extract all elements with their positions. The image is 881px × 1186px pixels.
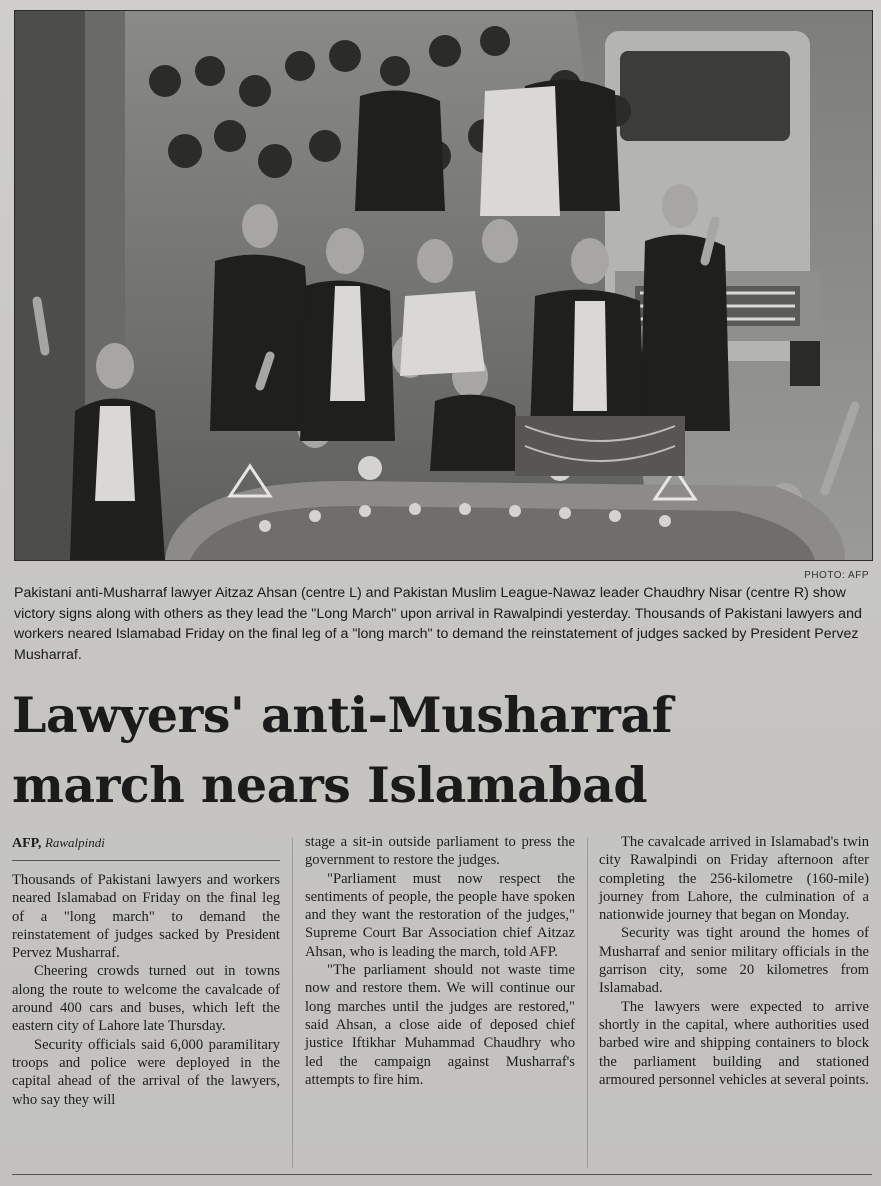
paragraph: The lawyers were expected to arrive shortly in the capital, where authorities used barbed wire and shipping containers to block the parliament building and stationed armoured personnel vehicles at several points. xyxy=(599,998,869,1088)
paragraph: "Parliament must now respect the sentiments of people, the people have spoken and they want the restoration of the judges," Supreme Court Bar Association chief Aitzaz Ahsan, who is leading the march, told AFP. xyxy=(305,870,575,960)
column-divider xyxy=(587,838,588,1168)
byline-dateline: Rawalpindi xyxy=(44,835,105,850)
article-column-3 xyxy=(599,833,869,1089)
bottom-rule xyxy=(12,1174,872,1175)
byline-agency: AFP, xyxy=(12,836,42,851)
article-column-1 xyxy=(12,833,280,1109)
byline xyxy=(12,833,280,861)
photo-caption xyxy=(14,583,874,665)
crowd-photo-illustration xyxy=(15,11,872,560)
headline-line-1: Lawyers' anti-Musharraf xyxy=(12,686,673,744)
news-photo xyxy=(14,10,873,561)
paragraph: The cavalcade arrived in Islamabad's twin city Rawalpindi on Friday afternoon after completing the 256-kilometre (160-mile) journey from Lahore, the culmination of a nationwide journey that began on Monday. xyxy=(599,834,869,924)
caption-text: Pakistani anti-Musharraf lawyer Aitzaz Ahsan (centre L) and Pakistan Muslim League-Nawaz leader Chaudhry Nisar (centre R) show victory signs along with others as they lead the "Long March" upon arrival in Rawalpindi yesterday. Thousands of Pakistani lawyers and workers neared Islamabad Friday on the final leg of a "long march" to demand the reinstatement of judges sacked by President Pervez Musharraf. xyxy=(14,585,862,663)
column-divider xyxy=(292,838,293,1168)
paragraph: Security officials said 6,000 paramilitary troops and police were deployed in the capital ahead of the arrival of the lawyers, who say they will xyxy=(12,1036,280,1108)
headline xyxy=(12,680,872,820)
paragraph: "The parliament should not waste time now and restore them. We will continue our long marches until the judges are restored," said Ahsan, a close aide of deposed chief justice Iftikhar Muhammad Chaudhry who led the campaign against Musharraf's attempts to fire him. xyxy=(305,962,575,1088)
photo-credit: PHOTO: AFP xyxy=(804,570,869,581)
headline-line-2: march nears Islamabad xyxy=(12,756,648,814)
paragraph: Thousands of Pakistani lawyers and workers neared Islamabad on Friday on the final leg of a "long march" to demand the reinstatement of judges sacked by President Pervez Musharraf. xyxy=(12,872,280,962)
paragraph: stage a sit-in outside parliament to press the government to restore the judges. xyxy=(305,834,575,869)
article-column-2 xyxy=(305,833,575,1089)
paragraph: Cheering crowds turned out in towns along the route to welcome the cavalcade of around 400 cars and buses, which left the eastern city of Lahore late Thursday. xyxy=(12,963,280,1035)
paragraph: Security was tight around the homes of Musharraf and senior military officials in the garrison city, some 20 kilometres from Islamabad. xyxy=(599,925,869,997)
